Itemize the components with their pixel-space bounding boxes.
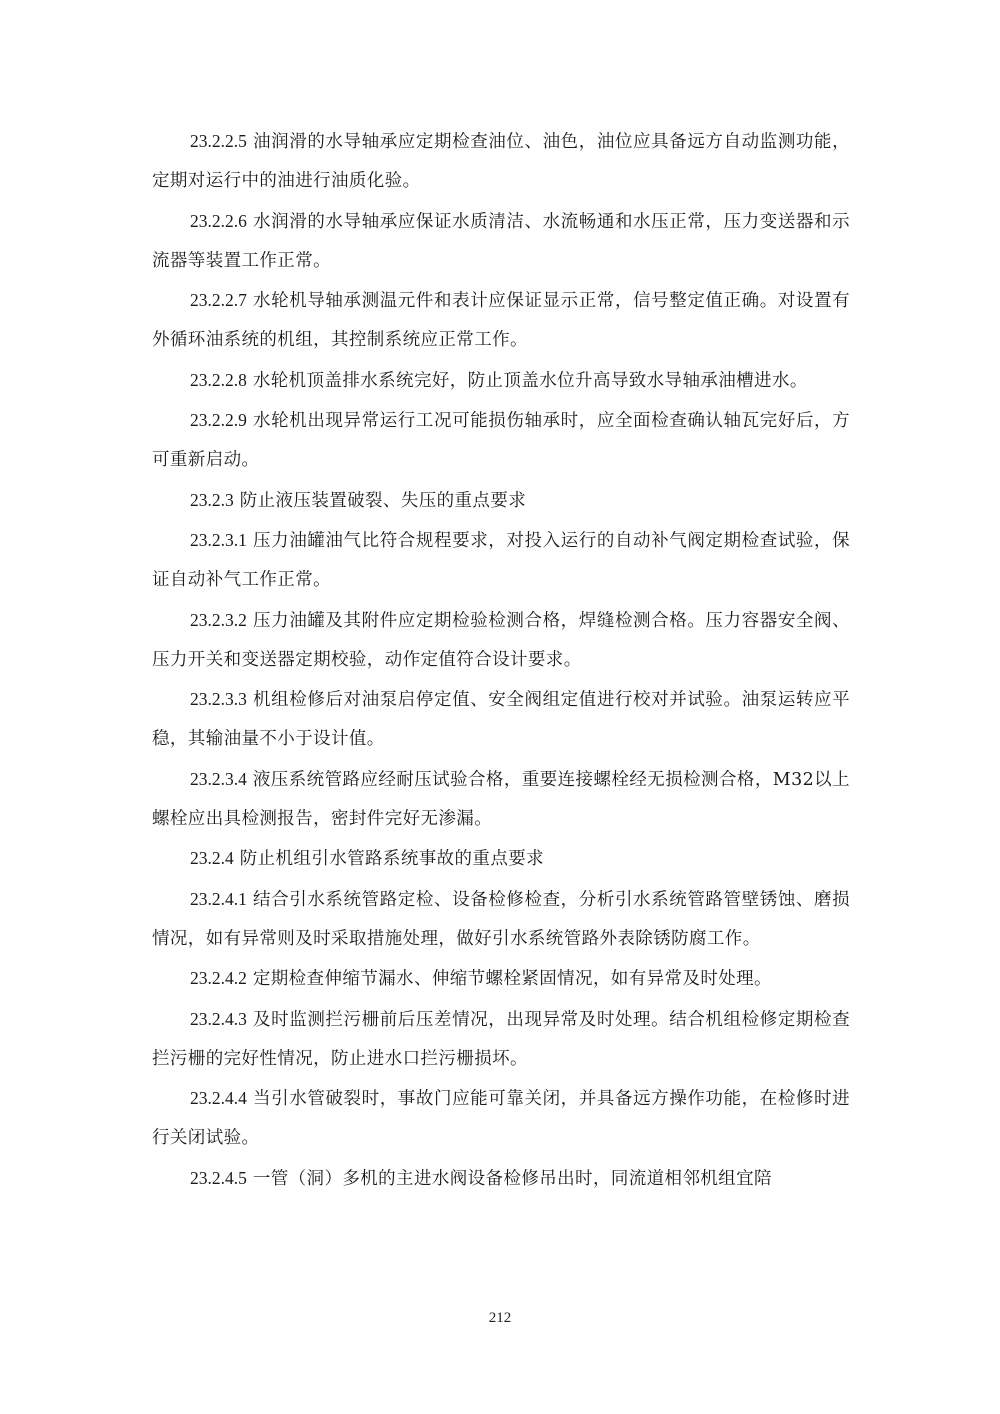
section-number: 23.2.3 bbox=[190, 489, 234, 510]
clause-number: 23.2.2.7 bbox=[190, 290, 247, 311]
clause-number: 23.2.4.3 bbox=[190, 1008, 247, 1029]
paragraph-23-2-2-5 bbox=[152, 122, 850, 202]
section-title: 防止机组引水管路系统事故的重点要求 bbox=[239, 849, 545, 870]
paragraph-23-2-4-2 bbox=[152, 959, 850, 999]
clause-number: 23.2.4.1 bbox=[190, 888, 247, 909]
clause-text: 及时监测拦污栅前后压差情况，出现异常及时处理。结合机组检修定期检查拦污栅的完好性情况，防止进水口拦污栅损坏。 bbox=[152, 1009, 851, 1069]
clause-text: 当引水管破裂时，事故门应能可靠关闭，并具备远方操作功能，在检修时进行关闭试验。 bbox=[152, 1089, 851, 1149]
page-number: 212 bbox=[488, 1310, 512, 1326]
clause-text: 一管（洞）多机的主进水阀设备检修吊出时，同流道相邻机组宜陪 bbox=[252, 1168, 772, 1189]
clause-text: 定期检查伸缩节漏水、伸缩节螺栓紧固情况，如有异常及时处理。 bbox=[252, 969, 772, 990]
section-title: 防止液压装置破裂、失压的重点要求 bbox=[239, 490, 527, 511]
clause-number: 23.2.3.4 bbox=[190, 768, 247, 789]
paragraph-23-2-4-5 bbox=[152, 1159, 850, 1199]
document-body bbox=[152, 122, 850, 1199]
paragraph-23-2-2-7 bbox=[152, 281, 850, 361]
section-number: 23.2.4 bbox=[190, 848, 234, 869]
paragraph-23-2-3-2 bbox=[152, 601, 850, 681]
clause-number: 23.2.2.5 bbox=[190, 131, 247, 151]
clause-number: 23.2.2.6 bbox=[190, 210, 247, 231]
clause-number: 23.2.4.2 bbox=[190, 968, 247, 989]
clause-number: 23.2.2.9 bbox=[190, 410, 247, 431]
clause-number: 23.2.3.2 bbox=[190, 609, 247, 630]
clause-text: 液压系统管路应经耐压试验合格，重要连接螺栓经无损检测合格，M32以上螺栓应出具检测报告，密封件完好无渗漏。 bbox=[152, 769, 850, 830]
section-heading-23-2-4 bbox=[152, 839, 850, 879]
clause-text: 油润滑的水导轴承应定期检查油位、油色，油位应具备远方自动监测功能，定期对运行中的油进行油质化验。 bbox=[152, 132, 851, 192]
clause-text: 水润滑的水导轴承应保证水质清洁、水流畅通和水压正常，压力变送器和示流器等装置工作正常。 bbox=[152, 211, 851, 271]
clause-number: 23.2.3.1 bbox=[190, 529, 247, 550]
clause-number: 23.2.4.5 bbox=[190, 1167, 247, 1188]
paragraph-23-2-3-1 bbox=[152, 521, 850, 601]
paragraph-23-2-2-9 bbox=[152, 401, 850, 481]
clause-number: 23.2.3.3 bbox=[190, 689, 247, 710]
clause-number: 23.2.4.4 bbox=[190, 1088, 247, 1109]
clause-text: 水轮机出现异常运行工况可能损伤轴承时，应全面检查确认轴瓦完好后，方可重新启动。 bbox=[152, 411, 851, 471]
paragraph-23-2-4-1 bbox=[152, 880, 850, 960]
paragraph-23-2-2-6 bbox=[152, 202, 850, 282]
paragraph-23-2-4-4 bbox=[152, 1079, 850, 1159]
paragraph-23-2-4-3 bbox=[152, 1000, 850, 1080]
clause-number: 23.2.2.8 bbox=[190, 369, 247, 390]
clause-text: 压力油罐及其附件应定期检验检测合格，焊缝检测合格。压力容器安全阀、压力开关和变送器定期校验，动作定值符合设计要求。 bbox=[152, 610, 851, 670]
paragraph-23-2-3-4 bbox=[152, 760, 850, 840]
clause-text: 机组检修后对油泵启停定值、安全阀组定值进行校对并试验。油泵运转应平稳，其输油量不小于设计值。 bbox=[152, 690, 851, 750]
paragraph-23-2-3-3 bbox=[152, 680, 850, 760]
clause-text: 水轮机顶盖排水系统完好，防止顶盖水位升高导致水导轴承油槽进水。 bbox=[252, 370, 808, 391]
clause-text: 压力油罐油气比符合规程要求，对投入运行的自动补气阀定期检查试验，保证自动补气工作正常。 bbox=[152, 530, 851, 591]
clause-text: 水轮机导轴承测温元件和表计应保证显示正常，信号整定值正确。对设置有外循环油系统的机组，其控制系统应正常工作。 bbox=[152, 291, 851, 351]
paragraph-23-2-2-8 bbox=[152, 361, 850, 401]
section-heading-23-2-3 bbox=[152, 481, 850, 521]
clause-text: 结合引水系统管路定检、设备检修检查，分析引水系统管路管壁锈蚀、磨损情况，如有异常则及时采取措施处理，做好引水系统管路外表除锈防腐工作。 bbox=[152, 889, 851, 949]
